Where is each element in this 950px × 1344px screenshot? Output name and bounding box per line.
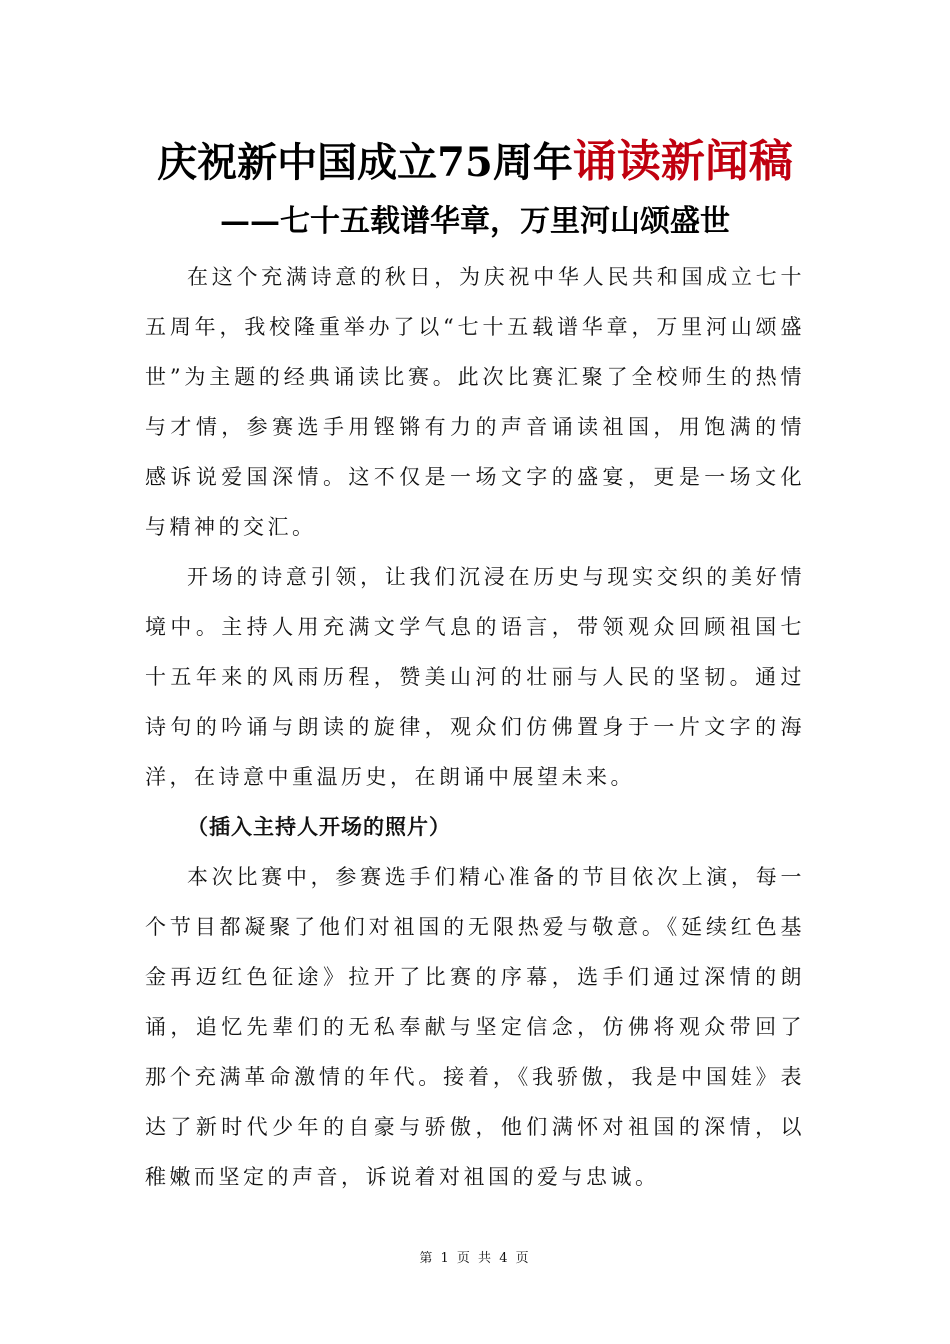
page-footer: 第 1 页 共 4 页 [419, 1251, 531, 1266]
page-subtitle: ——七十五载谱华章，万里河山颂盛世 [220, 204, 730, 239]
page-title [0, 136, 950, 189]
paragraph-3: 本次比赛中，参赛选手们精心准备的节目依次上演，每一个节目都凝聚了他们对祖国的无限热爱与敬意。《延续红色基金再迈红色征途》拉开了比赛的序幕，选手们通过深情的朗诵，追忆先辈们的无私奉献与坚定信念，仿佛将观众带回了那个充满革命激情的年代。接着，《我骄傲，我是中国娃》表达了新时代少年的自豪与骄傲，他们满怀对祖国的深情，以稚嫩而坚定的声音，诉说着对祖国的爱与忠诚。 [145, 865, 805, 1189]
photo-placeholder-note: （插入主持人开场的照片） [187, 814, 451, 839]
paragraph-2: 开场的诗意引领，让我们沉浸在历史与现实交织的美好情境中。主持人用充满文学气息的语言，带领观众回顾祖国七十五年来的风雨历程，赞美山河的壮丽与人民的坚韧。通过诗句的吟诵与朗读的旋律，观众们仿佛置身于一片文字的海洋，在诗意中重温历史，在朗诵中展望未来。 [145, 565, 805, 789]
paragraph-1: 在这个充满诗意的秋日，为庆祝中华人民共和国成立七十五周年，我校隆重举办了以“七十五载谱华章，万里河山颂盛世”为主题的经典诵读比赛。此次比赛汇聚了全校师生的热情与才情，参赛选手用铿锵有力的声音诵读祖国，用饱满的情感诉说爱国深情。这不仅是一场文字的盛宴，更是一场文化与精神的交汇。 [145, 265, 805, 539]
title-highlight: 诵读新闻稿 [572, 136, 793, 187]
title-main: 庆祝新中国成立75周年 [157, 139, 573, 186]
document-body [145, 252, 805, 1202]
